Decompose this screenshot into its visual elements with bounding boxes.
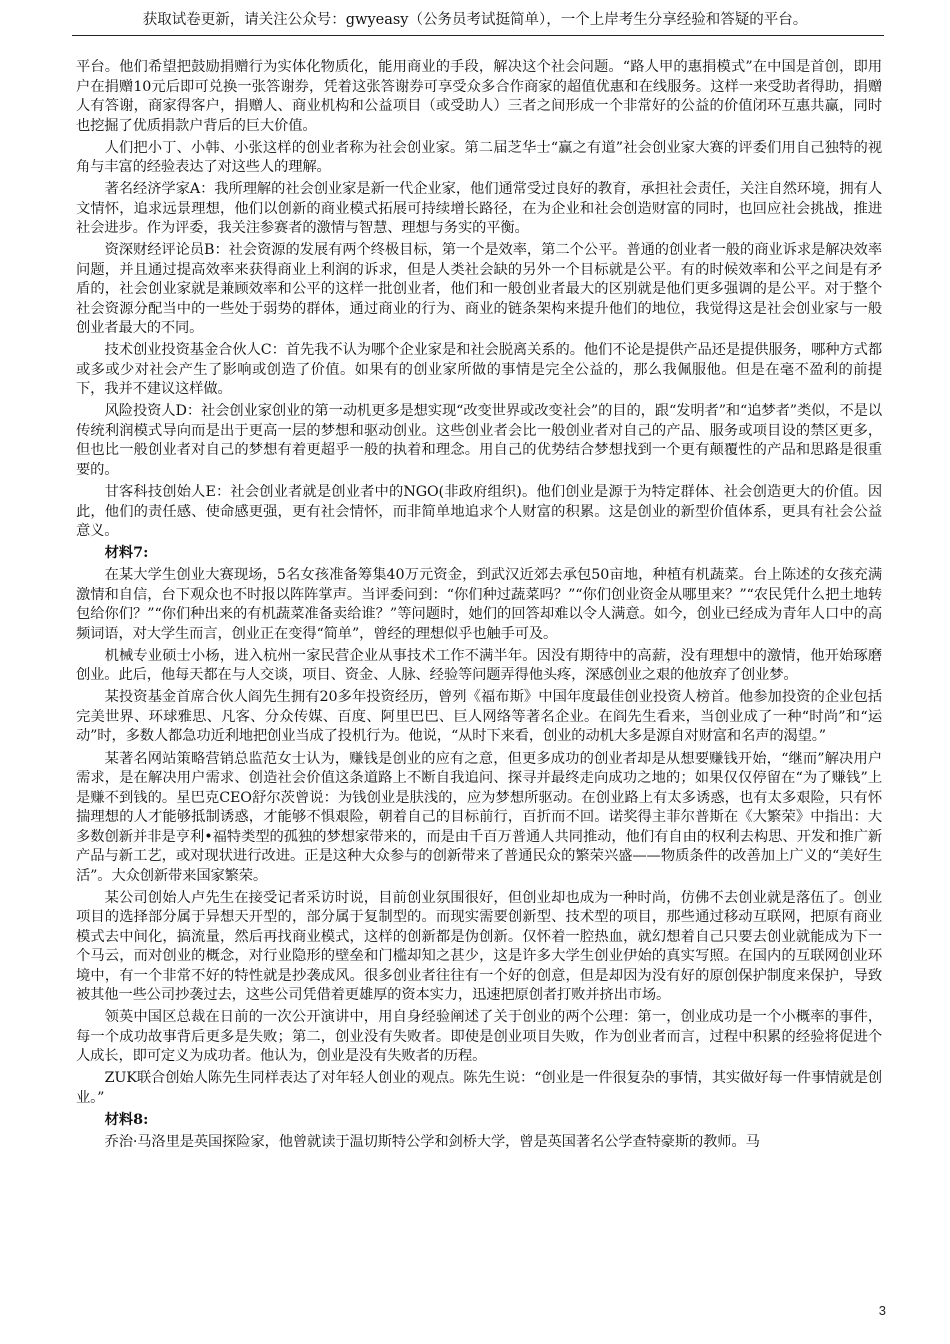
page-number: 3: [878, 1303, 886, 1318]
paragraph: 人们把小丁、小韩、小张这样的创业者称为社会创业家。第二届芝华士“赢之有道”社会创业家大赛的评委们用自己独特的视角与丰富的经验表达了对这些人的理解。: [76, 139, 882, 176]
paragraph: 资深财经评论员B：社会资源的发展有两个终极目标，第一个是效率，第二个公平。普通的创业者一般的商业诉求是解决效率问题，并且通过提高效率来获得商业上利润的诉求，但是人类社会缺的另外一个目标就是公平。有的时候效率和公平之间是有矛盾的，社会创业家就是兼顾效率和公平的这样一批创业者，他们和一般创业者最大的区别就是他们更多强调的是公平。对于整个社会资源分配当中的一些处于弱势的群体，通过商业的行为、商业的链条架构来提升他们的地位，我觉得这是社会创业家与一般创业者最大的不同。: [76, 242, 882, 337]
paragraph: 乔治·马洛里是英国探险家，他曾就读于温切斯特公学和剑桥大学，曾是英国著名公学查特豪斯的教师。马: [104, 1134, 760, 1150]
paragraph: 在某大学生创业大赛现场，5名女孩准备筹集40万元资金，到武汉近郊去承包50亩地，种植有机蔬菜。台上陈述的女孩充满激情和自信，台下观众也不时报以阵阵掌声。当评委问到：“你们种过蔬菜吗？”“你们创业资金从哪里来？”“农民凭什么把土地转包给你们？”“你们种出来的有机蔬菜准备卖给谁？”等问题时，她们的回答却难以令人满意。如今，创业已经成为青年人口中的高频词语，对大学生而言，创业正在变得“简单”，曾经的理想似乎也触手可及。: [76, 567, 882, 642]
paragraph: 某投资基金首席合伙人阎先生拥有20多年投资经历，曾列《福布斯》中国年度最佳创业投资人榜首。他参加投资的企业包括完美世界、环球雅思、凡客、分众传媒、百度、阿里巴巴、巨人网络等著名企业。在阎先生看来，当创业成了一种“时尚”和“运动”时，多数人都急功近利地把创业当成了投机行为。他说，“从时下来看，创业的动机大多是源自对财富和名声的渴望。”: [76, 689, 882, 745]
paragraph: 甘客科技创始人E：社会创业者就是创业者中的NGO(非政府组织)。他们创业是源于为特定群体、社会创造更大的价值。因此，他们的责任感、使命感更强，更有社会情怀，而非简单地追求个人财富的积累。这是创业的新型价值体系，更具有社会公益意义。: [76, 484, 882, 540]
paragraph: 著名经济学家A：我所理解的社会创业家是新一代企业家，他们通常受过良好的教育，承担社会责任，关注自然环境，拥有人文情怀，追求远景理想，他们以创新的商业模式拓展可持续增长路径，在为企业和社会创造财富的同时，也回应社会挑战，推进社会进步。作为评委，我关注参赛者的激情与智慧、理想与务实的平衡。: [76, 181, 882, 237]
paragraph: 机械专业硕士小杨，进入杭州一家民营企业从事技术工作不满半年。因没有期待中的高薪，没有理想中的激情，他开始琢磨创业。此后，他每天都在与人交谈，项目、资金、人脉、经验等问题弄得他头疼，深感创业之艰的他放弃了创业梦。: [76, 647, 882, 684]
page-header: 获取试卷更新，请关注公众号：gwyeasy（公务员考试挺简单），一个上岸考生分享经验和答疑的平台。: [142, 12, 808, 28]
section-heading: 材料8:: [104, 1111, 149, 1128]
paragraph: 某著名网站策略营销总监范女士认为，赚钱是创业的应有之意，但更多成功的创业者却是从想要赚钱开始，“继而”解决用户需求，是在解决用户需求、创造社会价值这条道路上不断自我追问、探寻并最终走向成功之地的；如果仅仅停留在“为了赚钱”上是赚不到钱的。星巴克CEO舒尔茨曾说：为钱创业是肤浅的，应为梦想所驱动。在创业路上有太多诱惑，也有太多艰险，只有怀揣理想的人才能够抵制诱惑，才能够不惧艰险，朝着自己的目标前行，百折而不回。诺奖得主菲尔普斯在《大繁荣》中指出：大多数创新并非是亨利•福特类型的孤独的梦想家带来的，而是由千百万普通人共同推动，他们有自由的权利去构思、开发和推广新产品与新工艺，或对现状进行改进。正是这种大众参与的创新带来了普通民众的繁荣兴盛——物质条件的改善加上广义的“美好生活”。大众创新带来国家繁荣。: [76, 750, 882, 884]
document-body: [76, 58, 882, 1155]
paragraph: 平台。他们希望把鼓励捐赠行为实体化物质化，能用商业的手段，解决这个社会问题。“路人甲的惠捐模式”在中国是首创，即用户在捐赠10元后即可兑换一张答谢券，凭着这张答谢券可享受众多合作商家的超值优惠和在线服务。这样一来受助者得助，捐赠人有答谢，商家得客户，捐赠人、商业机构和公益项目（或受助人）三者之间形成一个非常好的公益的价值闭环互惠共赢，同时也挖掘了优质捐款户背后的巨大价值。: [76, 59, 882, 134]
paragraph: ZUK联合创始人陈先生同样表达了对年轻人创业的观点。陈先生说：“创业是一件很复杂的事情，其实做好每一件事情就是创业。”: [76, 1070, 882, 1106]
section-heading: 材料7:: [104, 545, 149, 562]
paragraph: 技术创业投资基金合伙人C：首先我不认为哪个企业家是和社会脱离关系的。他们不论是提供产品还是提供服务，哪种方式都或多或少对社会产生了影响或创造了价值。如果有的创业家所做的事情是完全公益的，那么我佩服他。但是在毫不盈利的前提下，我并不建议这样做。: [76, 342, 882, 398]
header-divider: [72, 35, 884, 36]
paragraph: 领英中国区总裁在日前的一次公开演讲中，用自身经验阐述了关于创业的两个公理：第一，创业成功是一个小概率的事件，每一个成功故事背后更多是失败；第二，创业没有失败者。即使是创业项目失败，作为创业者而言，过程中积累的经验将促进个人成长，即可定义为成功者。他认为，创业是没有失败者的历程。: [76, 1009, 882, 1065]
paragraph: 某公司创始人卢先生在接受记者采访时说，目前创业氛围很好，但创业却也成为一种时尚，仿佛不去创业就是落伍了。创业项目的选择部分属于异想天开型的，部分属于复制型的。而现实需要创新型、技术型的项目，那些通过移动互联网，把原有商业模式去中间化，搞流量，然后再找商业模式，这样的创新都是伪创新。仅怀着一腔热血，就幻想着自己只要去创业就能成为下一个马云，而对创业的概念，对行业隐形的壁垒和门槛却知之甚少，这是许多大学生创业伊始的真实写照。在国内的互联网创业环境中，有一个非常不好的特性就是抄袭成风。很多创业者往往有一个好的创意，但是却因为没有好的原创保护制度来保护，导致被其他一些公司抄袭过去，这些公司凭借着更雄厚的资本实力，迅速把原创者打败并挤出市场。: [76, 889, 882, 1004]
paragraph: 风险投资人D：社会创业家创业的第一动机更多是想实现“改变世界或改变社会”的目的，跟“发明者”和“追梦者”类似，不是以传统利润模式导向而是出于更高一层的梦想和驱动创业。这些创业者会比一般创业者对自己的产品、服务或项目设的禁区更多，但也比一般创业者对自己的梦想有着更超乎一般的执着和理念。用自己的优势结合梦想找到一个更有颠覆性的产品和思路是很重要的。: [76, 403, 882, 478]
